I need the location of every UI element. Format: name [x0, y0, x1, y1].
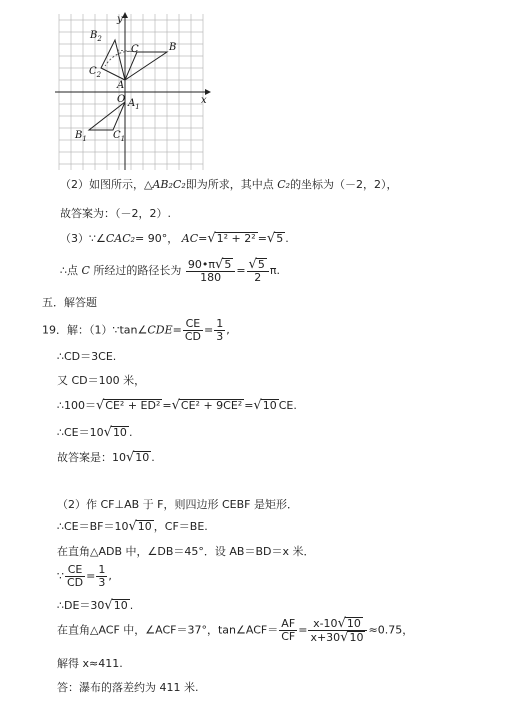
q19-p2-line3: 在直角△ADB 中，∠DB＝45°．设 AB＝BD＝x 米． — [57, 545, 315, 558]
q19-p2-line7: 解得 x≈411. — [57, 657, 123, 670]
q19-p2-line1: （2）作 CF⊥AB 于 F，则四边形 CEBF 是矩形． — [57, 498, 298, 511]
q19-line6: 故答案是：10√10 . — [57, 450, 155, 465]
triangle-ab2c2 — [101, 40, 125, 80]
q19-p2-line2: ∴CE＝BF＝10√10 ，CF＝BE. — [57, 519, 208, 534]
q19-p2-line4: ∵ $\frac{CE}{CD}$ = $\frac{1}{3}$ , — [57, 563, 112, 589]
part3-line1: （3）∵∠CAC₂= 90°， AC=√1² + 2² =√5 . — [60, 231, 289, 246]
q19-p2-line6: 在直角△ACF 中，∠ACF＝37°，tan∠ACF＝ $\frac{AF}{CF}$ = $\frac{x-10√10}{x+30√10}$ ≈0.75， — [57, 616, 414, 645]
label-y: y — [117, 14, 123, 25]
q19-p2-line5: ∴DE＝30√10 . — [57, 598, 134, 613]
label-b1: $B_1$ — [75, 130, 87, 143]
label-a1: $A_1$ — [128, 98, 140, 111]
label-c: C — [131, 44, 139, 55]
label-b: B — [169, 42, 177, 53]
fraction-simplified: $\frac{√5}{2}$ — [247, 258, 269, 284]
label-o: O — [117, 94, 126, 105]
q19-line5: ∴CE＝10√10 . — [57, 425, 133, 440]
part2-line: （2）如图所示，△AB₂C₂即为所求，其中点 C₂的坐标为（－2，2）， — [60, 178, 398, 191]
label-b2: $B_2$ — [90, 30, 102, 43]
label-x: x — [201, 95, 207, 106]
q19-line3: 又 CD＝100 米， — [57, 374, 146, 387]
q19-line4: ∴100＝√CE² + ED² =√CE² + 9CE² =√10 CE. — [57, 398, 297, 413]
q19-line1: 19．解：（1）∵tan∠CDE= $\frac{CE}{CD}$ = $\frac{1}{3}$ , — [42, 317, 230, 343]
label-c1: $C_1$ — [113, 130, 126, 143]
q19-line2: ∴CD＝3CE. — [57, 350, 117, 363]
label-a: A — [117, 80, 125, 91]
fraction-arc: $\frac{90•\pi√5}{180}$ — [186, 258, 235, 284]
y-axis-arrow-icon — [122, 12, 128, 18]
q19-p2-line8: 答：瀑布的落差约为 411 米. — [57, 681, 199, 694]
label-c2: $C_2$ — [89, 66, 102, 79]
coordinate-grid-figure — [55, 10, 215, 170]
section-heading: 五．解答题 — [42, 296, 97, 309]
part3-line2: ∴点 C 所经过的路径长为 $\frac{90•\pi√5}{180}$ = $\frac{√5}{2}$ π. — [60, 257, 280, 284]
part2-answer: 故答案为：（－2，2）. — [60, 207, 171, 220]
